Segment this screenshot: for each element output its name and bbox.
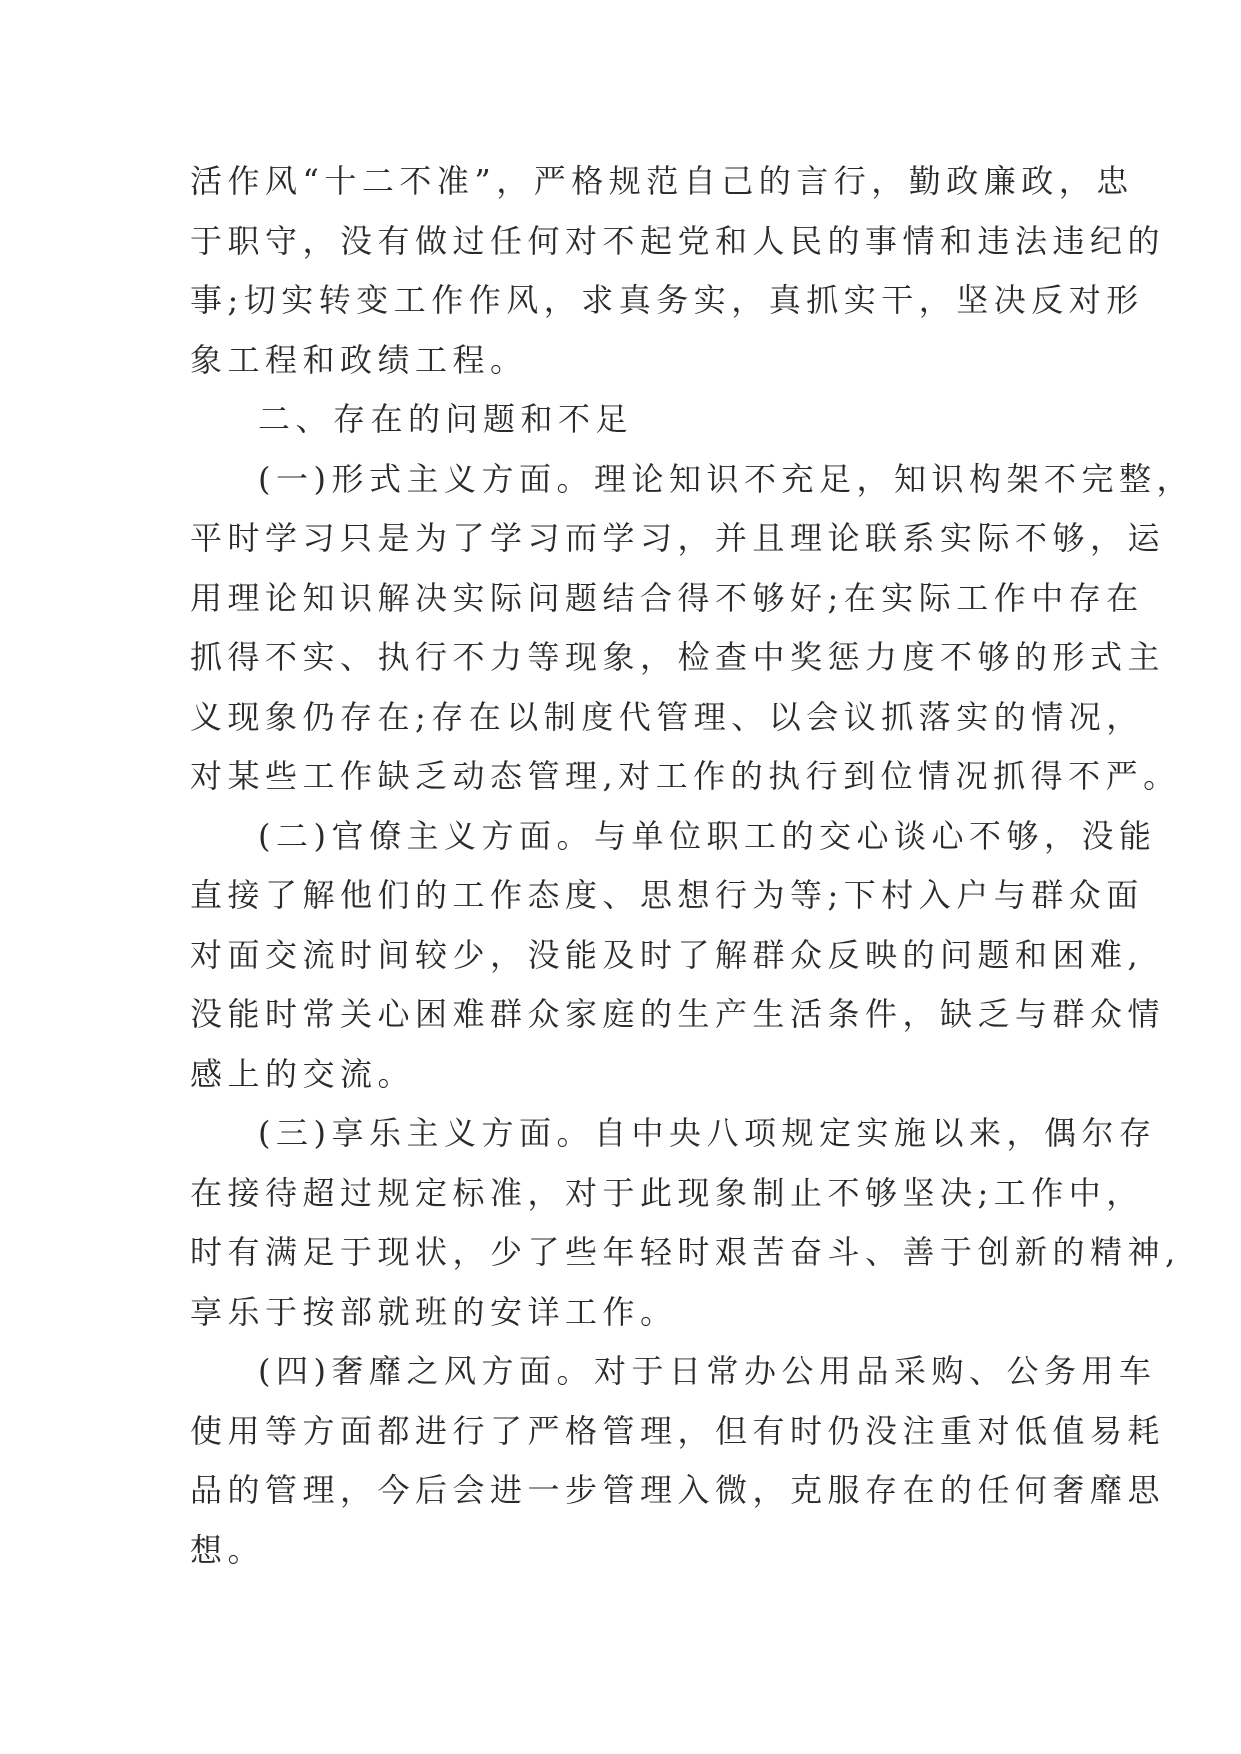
text-line: 于职守，没有做过任何对不起党和人民的事情和违法违纪的 xyxy=(190,221,1166,260)
text-line: (三)享乐主义方面。自中央八项规定实施以来，偶尔存 xyxy=(258,1114,1157,1152)
text-line: 在接待超过规定标准，对于此现象制止不够坚决;工作中， xyxy=(190,1173,1144,1212)
text-line: 对某些工作缺乏动态管理,对工作的执行到位情况抓得不严。 xyxy=(190,757,1181,795)
text-line: 享乐于按部就班的安详工作。 xyxy=(190,1292,678,1331)
text-line: 品的管理，今后会进一步管理入微，克服存在的任何奢靡思 xyxy=(190,1471,1166,1509)
text-line: 直接了解他们的工作态度、思想行为等;下村入户与群众面 xyxy=(190,876,1144,914)
heading-text: 二、存在的问题和不足 xyxy=(258,400,634,438)
text-line: 没能时常关心困难群众家庭的生产生活条件，缺乏与群众情 xyxy=(190,995,1166,1033)
text-line: 时有满足于现状，少了些年轻时艰苦奋斗、善于创新的精神, xyxy=(190,1233,1181,1271)
text-line: 活作风“十二不准”，严格规范自己的言行，勤政廉政，忠 xyxy=(190,162,1134,200)
text-line: 感上的交流。 xyxy=(190,1054,416,1093)
text-line: 义现象仍存在;存在以制度代管理、以会议抓落实的情况， xyxy=(190,697,1144,736)
section-heading xyxy=(190,390,1060,450)
text-line: 象工程和政绩工程。 xyxy=(190,340,528,379)
text-line: 事;切实转变工作作风，求真务实，真抓实干，坚决反对形 xyxy=(190,281,1144,319)
document-body xyxy=(190,152,1194,1580)
paragraph xyxy=(190,1104,1181,1342)
paragraph xyxy=(190,1342,1166,1580)
text-line: 对面交流时间较少，没能及时了解群众反映的问题和困难, xyxy=(190,935,1144,974)
text-line: 使用等方面都进行了严格管理，但有时仍没注重对低值易耗 xyxy=(190,1411,1166,1450)
paragraph xyxy=(190,450,1194,807)
text-line: (四)奢靡之风方面。对于日常办公用品采购、公务用车 xyxy=(258,1352,1157,1390)
paragraph xyxy=(190,807,1166,1105)
text-line: 抓得不实、执行不力等现象，检查中奖惩力度不够的形式主 xyxy=(190,638,1166,676)
text-line: 想。 xyxy=(190,1530,266,1569)
paragraph xyxy=(190,152,1166,390)
text-line: 平时学习只是为了学习而学习，并且理论联系实际不够，运 xyxy=(190,519,1166,557)
text-line: (一)形式主义方面。理论知识不充足，知识构架不完整， xyxy=(258,459,1194,498)
text-line: 用理论知识解决实际问题结合得不够好;在实际工作中存在 xyxy=(190,578,1144,617)
text-line: (二)官僚主义方面。与单位职工的交心谈心不够，没能 xyxy=(258,816,1157,855)
